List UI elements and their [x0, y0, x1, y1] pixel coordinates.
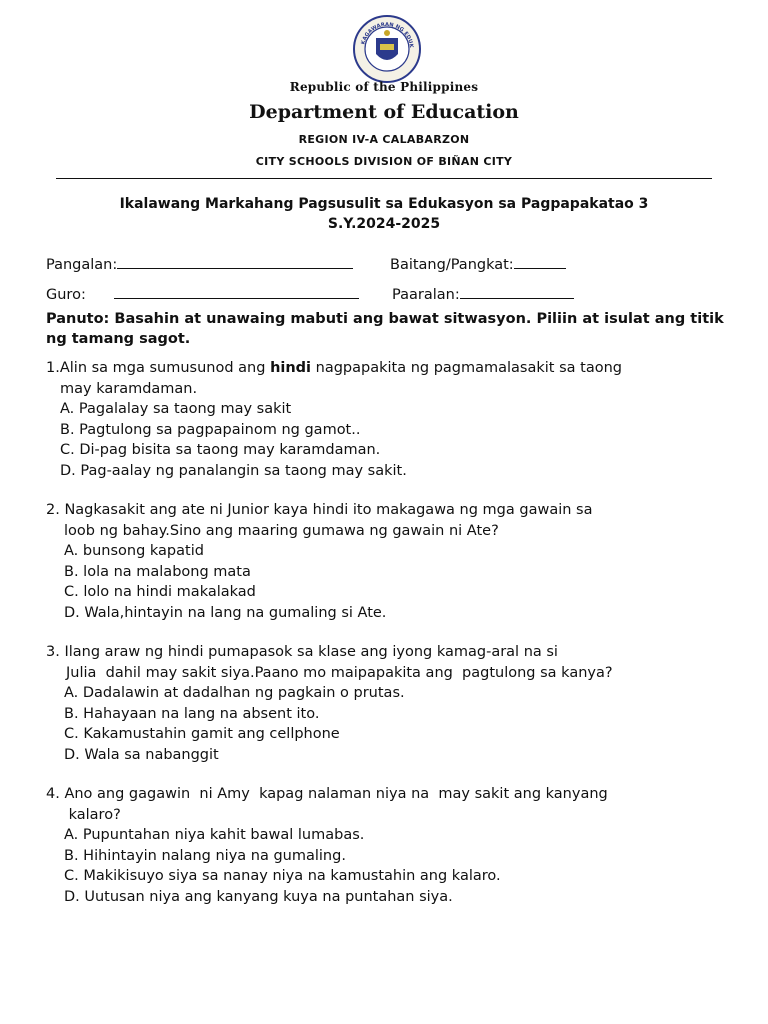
name-label: Pangalan: [46, 257, 118, 273]
question-stem [46, 642, 736, 683]
choice-b[interactable]: B. Hihintayin nalang niya na gumaling. [64, 847, 346, 864]
teacher-field [46, 284, 359, 303]
question-number: 4. [46, 786, 60, 802]
deped-seal [352, 14, 422, 84]
stem-text: Ilang araw ng hindi pumapasok sa klase ang iyong kamag-aral na si [59, 644, 558, 660]
stem-emphasis: hindi [270, 360, 312, 376]
stem-continuation: Julia dahil may sakit siya.Paano mo maipapakita ang pagtulong sa kanya? [66, 664, 613, 681]
choice-c[interactable]: C. Di-pag bisita sa taong may karamdaman. [60, 442, 381, 458]
choice-c[interactable]: C. lolo na hindi makalakad [64, 584, 256, 600]
question-3 [46, 642, 736, 765]
choice-d[interactable]: D. Wala,hintayin na lang na gumaling si Ate. [64, 604, 387, 621]
stem-continuation: loob ng bahay.Sino ang maaring gumawa ng gawain ni Ate? [64, 522, 499, 539]
choice-b[interactable]: B. Hahayaan na lang na absent ito. [64, 705, 320, 722]
choice-c[interactable]: C. Makikisuyo siya sa nanay niya na kamustahin ang kalaro. [64, 868, 501, 884]
stem-continuation: may karamdaman. [60, 380, 198, 397]
question-4 [46, 784, 736, 907]
republic-heading: Republic of the Philippines [289, 80, 479, 94]
choice-a[interactable]: A. Pagalalay sa taong may sakit [60, 401, 292, 417]
stem-text: Alin sa mga sumusunod ang [59, 360, 271, 376]
stem-continuation: kalaro? [64, 806, 121, 823]
school-blank[interactable] [460, 284, 574, 299]
choice-a[interactable]: A. bunsong kapatid [64, 543, 204, 559]
question-2 [46, 500, 736, 623]
department-heading: Department of Education [249, 101, 519, 123]
instructions: Panuto: Basahin at unawaing mabuti ang bawat sitwasyon. Piliin at isulat ang titik ng tamang sagot. [46, 311, 724, 347]
region-heading: REGION IV-A CALABARZON [298, 133, 470, 146]
choice-b[interactable]: B. Pagtulong sa pagpapainom ng gamot.. [60, 421, 361, 438]
question-stem [46, 358, 736, 399]
choice-d[interactable]: D. Wala sa nabanggit [64, 746, 219, 763]
name-blank[interactable] [117, 254, 353, 269]
exam-title: Ikalawang Markahang Pagsusulit sa Edukasyon sa Pagpapakatao 3 [119, 196, 649, 212]
stem-text: Nagkasakit ang ate ni Junior kaya hindi ito makagawa ng mga gawain sa [59, 502, 593, 518]
choice-a[interactable]: A. Dadalawin at dadalhan ng pagkain o prutas. [64, 685, 405, 701]
question-number: 2. [46, 502, 60, 518]
question-number: 3. [46, 644, 60, 660]
name-field [46, 254, 353, 273]
school-year: S.Y.2024-2025 [327, 216, 441, 232]
division-heading: CITY SCHOOLS DIVISION OF BIÑAN CITY [255, 155, 513, 168]
choice-b[interactable]: B. lola na malabong mata [64, 563, 251, 580]
grade-blank[interactable] [514, 254, 566, 269]
choice-d[interactable]: D. Uutusan niya ang kanyang kuya na puntahan siya. [64, 888, 453, 905]
grade-label: Baitang/Pangkat: [390, 257, 514, 273]
teacher-label: Guro: [46, 287, 86, 303]
stem-text: nagpapakita ng pagmamalasakit sa taong [311, 360, 622, 376]
question-stem [46, 784, 736, 825]
question-stem [46, 500, 736, 541]
stem-text: Ano ang gagawin ni Amy kapag nalaman niya na may sakit ang kanyang [59, 786, 608, 802]
school-label: Paaralan: [392, 287, 460, 303]
grade-field [390, 254, 566, 273]
choice-c[interactable]: C. Kakamustahin gamit ang cellphone [64, 726, 340, 742]
school-field [392, 284, 574, 303]
choice-a[interactable]: A. Pupuntahan niya kahit bawal lumabas. [64, 827, 365, 843]
seal-text: KAGAWARAN NG EDUK [360, 21, 415, 49]
header-divider [56, 178, 712, 179]
question-1 [46, 358, 736, 481]
question-number: 1. [46, 360, 60, 376]
choice-d[interactable]: D. Pag-aalay ng panalangin sa taong may sakit. [60, 462, 407, 479]
teacher-blank[interactable] [114, 284, 359, 299]
